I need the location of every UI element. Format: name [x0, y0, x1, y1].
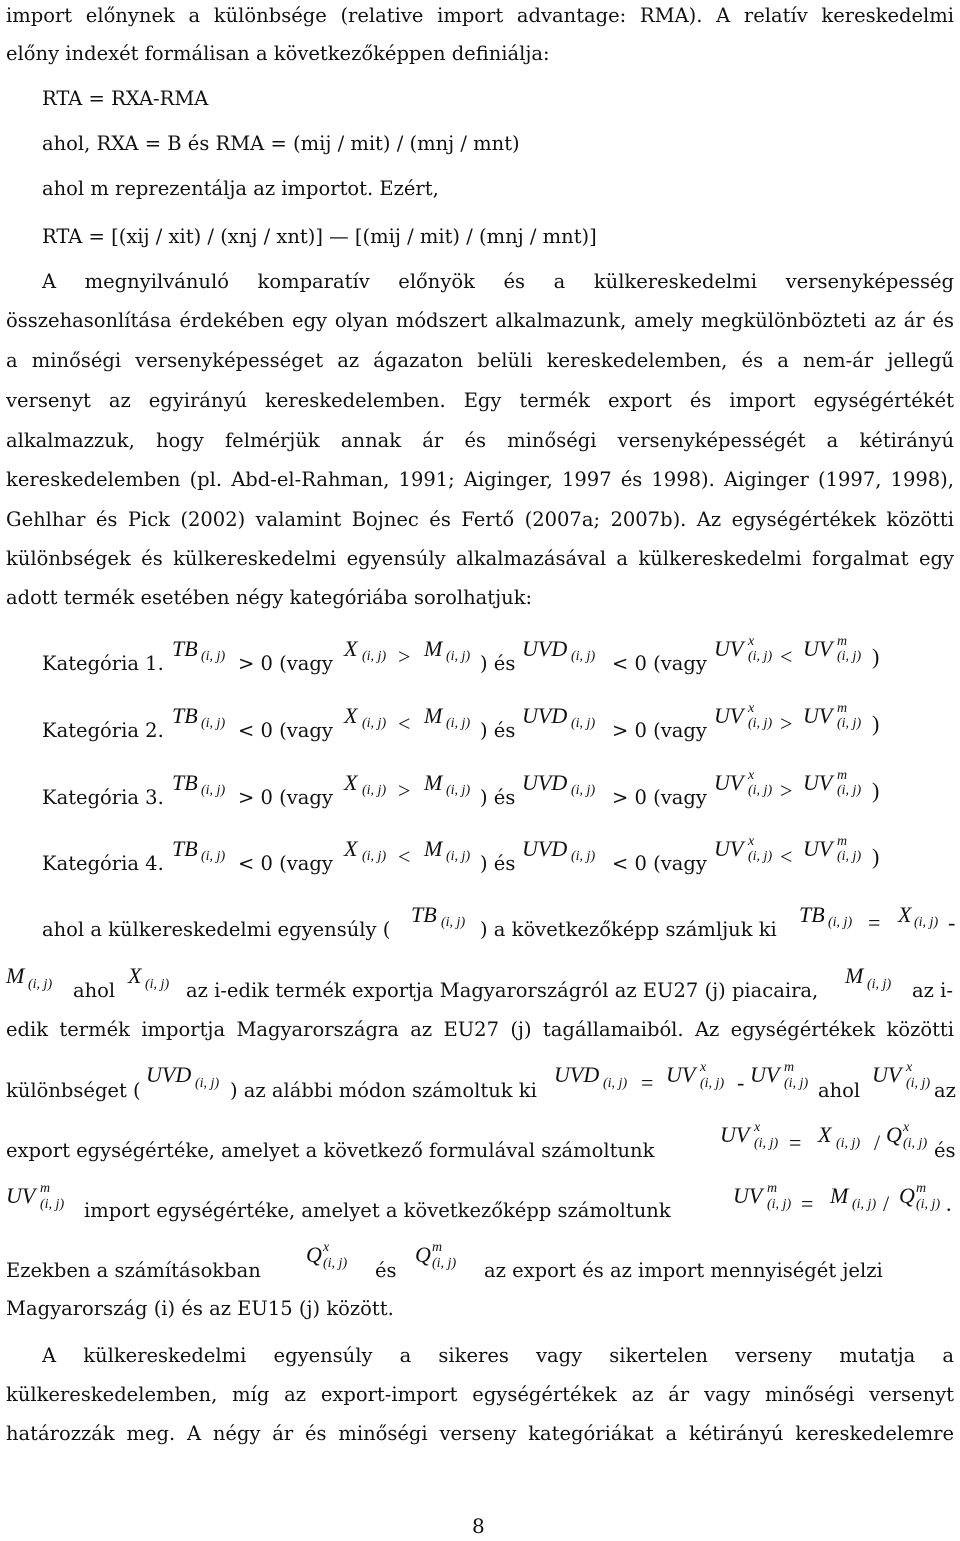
paragraph-line: ahol m reprezentálja az importot. Ezért, [42, 177, 439, 200]
text-span: ) és [480, 719, 516, 742]
math-symbol: M [424, 836, 443, 861]
math-symbol: UV [714, 770, 744, 795]
paragraph-line: összehasonlítása érdekében egy olyan módszert alkalmazunk, amely megkülönbözteti az ár és [6, 309, 954, 332]
math-symbol: M [845, 963, 864, 988]
math-subscript: (i, j) [195, 1076, 220, 1091]
math-subscript: (i, j) [767, 1197, 792, 1212]
math-subscript: (i, j) [40, 1197, 65, 1212]
math-symbol: UV [750, 1062, 780, 1087]
math-operator: ) [872, 778, 880, 803]
math-subscript: (i, j) [837, 849, 862, 864]
math-superscript: m [837, 768, 848, 783]
math-subscript: (i, j) [441, 915, 466, 930]
text-span: ahol a külkereskedelmi egyensúly ( [42, 918, 391, 941]
math-subscript: (i, j) [571, 849, 596, 864]
math-operator: > [780, 778, 793, 803]
math-subscript: (i, j) [603, 1076, 628, 1091]
text-span: ahol [73, 979, 116, 1002]
math-operator: > [780, 711, 793, 736]
math-superscript: x [754, 1120, 761, 1135]
math-symbol: Q [899, 1183, 915, 1208]
math-superscript: m [432, 1240, 443, 1255]
math-subscript: (i, j) [784, 1076, 809, 1091]
text-span: export egységértéke, amelyet a következő formulával számoltunk [6, 1139, 655, 1162]
math-subscript: (i, j) [145, 977, 170, 992]
math-symbol: UV [803, 836, 833, 861]
text-span: > 0 (vagy [238, 786, 333, 809]
text-span: ahol [818, 1079, 861, 1102]
math-superscript: x [748, 768, 755, 783]
math-subscript: (i, j) [323, 1256, 348, 1271]
math-subscript: (i, j) [201, 849, 226, 864]
math-subscript: (i, j) [201, 716, 226, 731]
math-operator: . [946, 1191, 952, 1216]
math-symbol: Q [886, 1122, 902, 1147]
math-symbol: Q [415, 1242, 431, 1267]
math-symbol: X [898, 902, 912, 927]
math-subscript: (i, j) [362, 849, 387, 864]
math-operator: ) [872, 711, 880, 736]
math-superscript: m [837, 634, 848, 649]
paragraph-line: A megnyilvánuló komparatív előnyök és a külkereskedelmi versenyképesség [42, 270, 954, 293]
math-symbol: TB [172, 770, 198, 795]
math-superscript: x [903, 1120, 910, 1135]
paragraph-line: határozzák meg. A négy ár és minőségi verseny kategóriákat a kétirányú kereskedelemre [6, 1422, 954, 1445]
text-span: és [934, 1139, 956, 1162]
math-symbol: UV [872, 1062, 902, 1087]
math-subscript: (i, j) [837, 716, 862, 731]
text-span: ) és [480, 786, 516, 809]
math-operator: - [737, 1070, 745, 1095]
math-subscript: (i, j) [748, 649, 773, 664]
math-subscript: (i, j) [201, 649, 226, 664]
paragraph-line: előny indexét formálisan a következőképpen definiálja: [6, 42, 550, 65]
math-symbol: TB [411, 902, 437, 927]
math-superscript: x [323, 1240, 330, 1255]
math-superscript: m [784, 1060, 795, 1075]
text-span: < 0 (vagy [238, 719, 333, 742]
math-subscript: (i, j) [432, 1256, 457, 1271]
math-subscript: (i, j) [28, 977, 53, 992]
text-span: ) az alábbi módon számoltuk ki [230, 1079, 537, 1102]
math-symbol: UV [803, 770, 833, 795]
math-subscript: (i, j) [571, 649, 596, 664]
math-subscript: (i, j) [700, 1076, 725, 1091]
math-symbol: UV [714, 836, 744, 861]
paragraph-line: Magyarország (i) és az EU15 (j) között. [6, 1297, 394, 1320]
math-symbol: M [424, 703, 443, 728]
text-span: az i-edik termék exportja Magyarországról az EU27 (j) piacaira, [186, 979, 819, 1002]
formula-line: ahol, RXA = B és RMA = (mij / mit) / (mnj / mnt) [42, 132, 520, 155]
page-number: 8 [472, 1514, 485, 1538]
math-superscript: m [837, 834, 848, 849]
math-subscript: (i, j) [748, 783, 773, 798]
text-span: < 0 (vagy [238, 852, 333, 875]
math-subscript: (i, j) [754, 1136, 779, 1151]
math-operator: / [874, 1130, 881, 1155]
paragraph-line: Gehlhar és Pick (2002) valamint Bojnec és Fertő (2007a; 2007b). Az egységértékek közötti [6, 508, 954, 531]
math-superscript: x [748, 634, 755, 649]
math-subscript: (i, j) [571, 716, 596, 731]
text-span: és [375, 1259, 397, 1282]
paragraph-line: versenyt az egyirányú kereskedelemben. Egy termék export és import egységértékét [6, 389, 954, 412]
math-symbol: UV [803, 703, 833, 728]
text-span: az [934, 1079, 956, 1102]
formula-line: RTA = RXA-RMA [42, 87, 209, 110]
math-symbol: UV [6, 1183, 36, 1208]
math-subscript: (i, j) [446, 716, 471, 731]
formula-line: RTA = [(xij / xit) / (xnj / xnt)] — [(mij / mit) / (mnj / mnt)] [42, 225, 597, 248]
math-subscript: (i, j) [867, 977, 892, 992]
paragraph-line: kereskedelemben (pl. Abd-el-Rahman, 1991; Aiginger, 1997 és 1998). Aiginger (1997, 1998), [6, 468, 954, 491]
math-symbol: UVD [522, 703, 568, 728]
math-superscript: x [700, 1060, 707, 1075]
math-subscript: (i, j) [837, 783, 862, 798]
math-operator: > [398, 644, 411, 669]
math-operator: > [398, 778, 411, 803]
math-symbol: UVD [522, 770, 568, 795]
math-symbol: M [6, 963, 25, 988]
paragraph-line: külkereskedelemben, míg az export-import egységértékek az ár vagy minőségi versenyt [6, 1383, 954, 1406]
math-symbol: UV [803, 636, 833, 661]
math-symbol: UVD [146, 1062, 192, 1087]
math-subscript: (i, j) [836, 1136, 861, 1151]
paragraph-line: A külkereskedelmi egyensúly a sikeres vagy sikertelen verseny mutatja a [42, 1344, 954, 1367]
math-symbol: M [424, 636, 443, 661]
math-symbol: UV [733, 1183, 763, 1208]
math-operator: = [868, 910, 881, 935]
paragraph-line: a minőségi versenyképességet az ágazaton belüli kereskedelemben, és a nem-ár jellegű [6, 349, 954, 372]
math-subscript: (i, j) [748, 849, 773, 864]
math-superscript: m [916, 1181, 927, 1196]
math-operator: < [398, 711, 411, 736]
text-span: Ezekben a számításokban [6, 1259, 261, 1282]
text-span: az export és az import mennyiségét jelzi [484, 1259, 883, 1282]
text-span: < 0 (vagy [612, 652, 707, 675]
text-span: ) és [480, 652, 516, 675]
math-symbol: UV [714, 636, 744, 661]
math-subscript: (i, j) [362, 783, 387, 798]
math-symbol: UV [666, 1062, 696, 1087]
math-subscript: (i, j) [446, 849, 471, 864]
math-superscript: x [748, 701, 755, 716]
math-subscript: (i, j) [852, 1197, 877, 1212]
math-operator: = [789, 1130, 802, 1155]
text-span: < 0 (vagy [612, 852, 707, 875]
math-symbol: M [424, 770, 443, 795]
math-operator: / [883, 1191, 890, 1216]
math-subscript: (i, j) [446, 649, 471, 664]
math-superscript: x [906, 1060, 913, 1075]
math-symbol: UVD [554, 1062, 600, 1087]
math-subscript: (i, j) [914, 915, 939, 930]
math-symbol: TB [172, 836, 198, 861]
math-symbol: UVD [522, 836, 568, 861]
math-subscript: (i, j) [916, 1197, 941, 1212]
math-operator: - [948, 910, 956, 935]
math-operator: = [641, 1070, 654, 1095]
math-superscript: m [767, 1181, 778, 1196]
text-span: > 0 (vagy [612, 719, 707, 742]
text-span: az i- [912, 979, 953, 1002]
math-symbol: X [818, 1122, 832, 1147]
math-symbol: X [344, 636, 358, 661]
paragraph-line: import előnynek a különbsége (relative import advantage: RMA). A relatív kereskedelmi [6, 4, 954, 27]
math-operator: ) [872, 844, 880, 869]
math-symbol: TB [799, 902, 825, 927]
paragraph-line: adott termék esetében négy kategóriába sorolhatjuk: [6, 586, 533, 609]
math-symbol: X [128, 963, 142, 988]
math-symbol: UV [720, 1122, 750, 1147]
math-subscript: (i, j) [362, 716, 387, 731]
math-operator: = [801, 1191, 814, 1216]
math-subscript: (i, j) [362, 649, 387, 664]
math-symbol: TB [172, 636, 198, 661]
text-span: különbséget ( [6, 1079, 141, 1102]
math-subscript: (i, j) [837, 649, 862, 664]
math-subscript: (i, j) [903, 1136, 928, 1151]
math-superscript: x [748, 834, 755, 849]
math-operator: < [780, 844, 793, 869]
math-symbol: X [344, 770, 358, 795]
math-symbol: X [344, 703, 358, 728]
text-span: ) és [480, 852, 516, 875]
category-label: Kategória 3. [42, 786, 164, 809]
math-operator: < [398, 844, 411, 869]
math-subscript: (i, j) [571, 783, 596, 798]
math-operator: ) [872, 644, 880, 669]
math-subscript: (i, j) [201, 783, 226, 798]
math-subscript: (i, j) [906, 1076, 931, 1091]
math-symbol: Q [306, 1242, 322, 1267]
category-label: Kategória 1. [42, 652, 164, 675]
math-symbol: UV [714, 703, 744, 728]
paragraph-line: alkalmazzuk, hogy felmérjük annak ár és minőségi versenyképességét a kétirányú [6, 429, 954, 452]
math-superscript: m [837, 701, 848, 716]
math-symbol: TB [172, 703, 198, 728]
paragraph-line: különbségek és külkereskedelmi egyensúly alkalmazásával a külkereskedelmi forgalmat egy [6, 547, 954, 570]
math-subscript: (i, j) [446, 783, 471, 798]
paragraph-line: edik termék importja Magyarországra az EU27 (j) tagállamaiból. Az egységértékek közötti [6, 1018, 954, 1041]
category-label: Kategória 2. [42, 719, 164, 742]
math-symbol: UVD [522, 636, 568, 661]
text-span: > 0 (vagy [238, 652, 333, 675]
text-span: import egységértéke, amelyet a következőképp számoltunk [84, 1199, 671, 1222]
math-symbol: M [830, 1183, 849, 1208]
math-operator: < [780, 644, 793, 669]
math-subscript: (i, j) [828, 915, 853, 930]
math-superscript: m [40, 1181, 51, 1196]
math-subscript: (i, j) [748, 716, 773, 731]
text-span: > 0 (vagy [612, 786, 707, 809]
category-label: Kategória 4. [42, 852, 164, 875]
text-span: ) a következőképp számljuk ki [480, 918, 777, 941]
math-symbol: X [344, 836, 358, 861]
